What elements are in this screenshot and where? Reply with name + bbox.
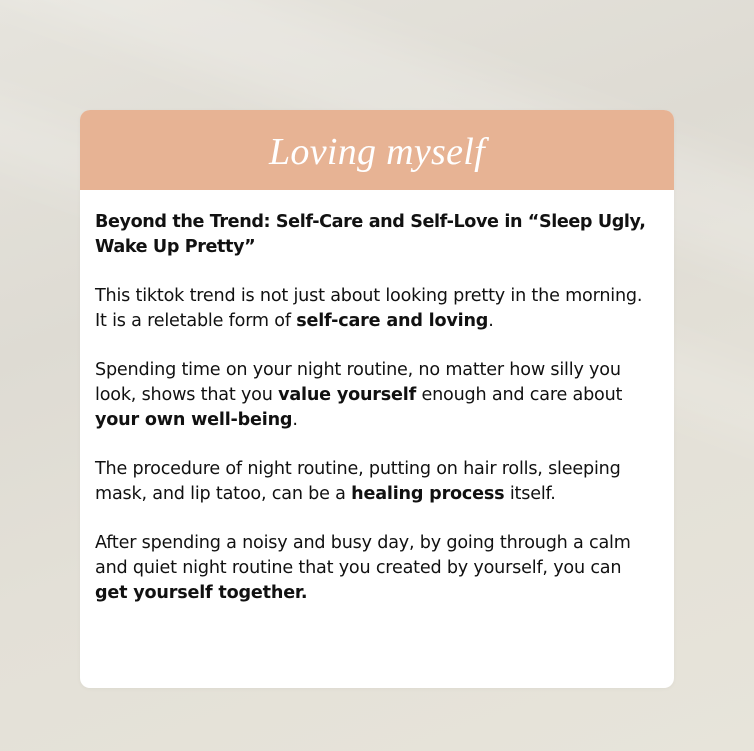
- emphasis-text: healing process: [351, 484, 505, 504]
- paragraph-text: .: [292, 410, 298, 430]
- paragraph-3: [95, 457, 658, 507]
- card-body: [80, 190, 674, 606]
- paragraph-text: It is a reletable form of: [95, 311, 297, 331]
- paragraph-4: [95, 531, 658, 606]
- paragraph-2: [95, 358, 658, 433]
- article-heading: Beyond the Trend: Self-Care and Self-Love in “Sleep Ugly, Wake Up Pretty”: [95, 212, 646, 257]
- content-card: [80, 110, 674, 688]
- paragraph-text: The procedure of night routine, putting on hair rolls, sleeping mask, and lip tatoo, can be a: [95, 459, 621, 504]
- emphasis-text: get yourself together.: [95, 583, 308, 603]
- paragraph-text: enough and care about: [416, 385, 623, 405]
- card-header: [80, 110, 674, 190]
- paragraph-text: .: [488, 311, 494, 331]
- emphasis-text: your own well-being: [95, 410, 293, 430]
- emphasis-text: value yourself: [278, 385, 417, 405]
- paragraph-1: [95, 284, 658, 334]
- card-title: Loving myself: [268, 131, 486, 173]
- paragraph-text: itself.: [504, 484, 556, 504]
- paragraph-text: After spending a noisy and busy day, by going through a calm and quiet night routine that you created by yourself, you can: [95, 533, 631, 578]
- emphasis-text: self-care and loving: [296, 311, 489, 331]
- paragraph-text: This tiktok trend is not just about looking pretty in the morning.: [95, 286, 643, 306]
- paragraph-text: Spending time on your night routine, no matter how silly you look, shows that you: [95, 360, 621, 405]
